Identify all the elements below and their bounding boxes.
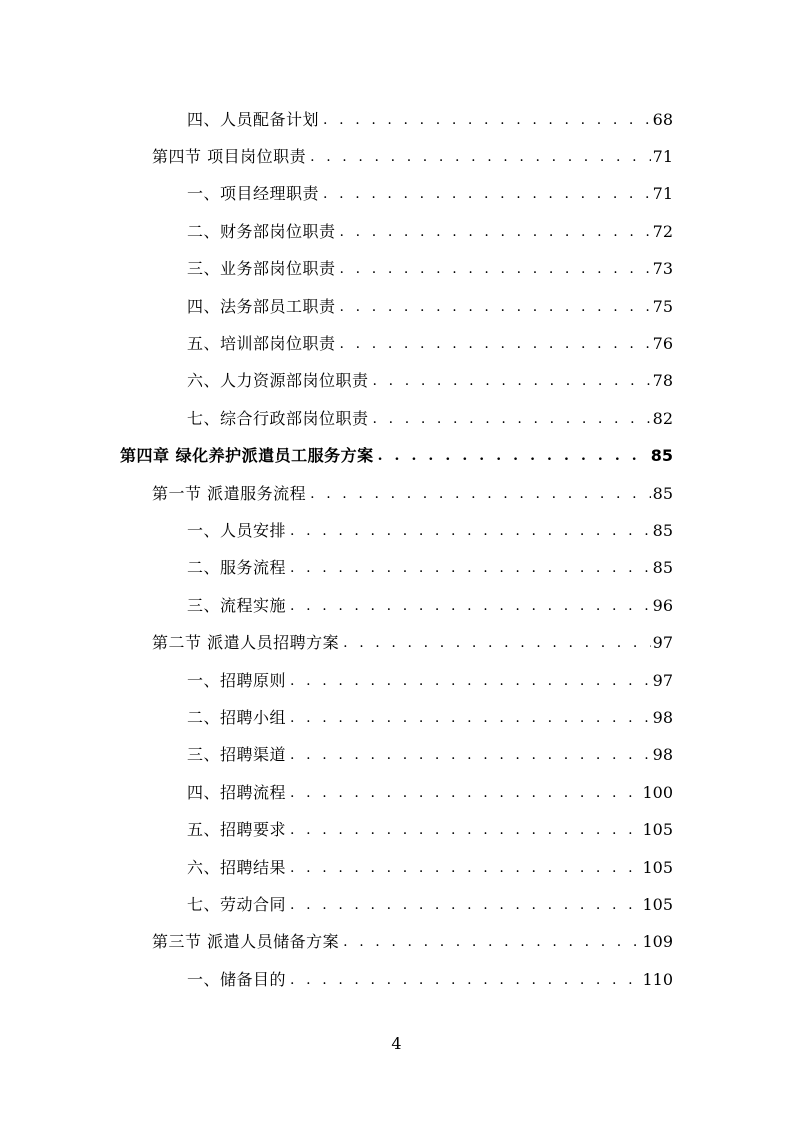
toc-entry-page-number: 85 [652, 558, 673, 578]
toc-entry-page-number: 78 [652, 371, 673, 391]
toc-entry-page-number: 82 [652, 408, 673, 428]
toc-item-row[interactable] [0, 101, 793, 138]
toc-section-row[interactable] [0, 475, 793, 512]
toc-entry-label: 第一节 派遣服务流程 [152, 483, 307, 503]
toc-item-row[interactable] [0, 699, 793, 736]
toc-entry-label: 五、招聘要求 [187, 820, 287, 840]
toc-section-row[interactable] [0, 624, 793, 661]
dot-leader [323, 113, 651, 127]
toc-entry-label: 第四章 绿化养护派遣员工服务方案 [120, 446, 374, 466]
toc-entry-label: 四、法务部员工职责 [187, 296, 336, 316]
dot-leader [343, 636, 651, 650]
toc-item-row[interactable] [0, 213, 793, 250]
toc-entry-page-number: 73 [652, 259, 673, 279]
toc-entry[interactable] [0, 109, 793, 129]
toc-entry-label: 二、财务部岗位职责 [187, 221, 336, 241]
toc-item-row[interactable] [0, 251, 793, 288]
toc-section-row[interactable] [0, 138, 793, 175]
toc-entry[interactable] [0, 969, 793, 989]
toc-entry-page-number: 71 [652, 184, 673, 204]
toc-chapter-row[interactable] [0, 438, 793, 475]
toc-entry-label: 第四节 项目岗位职责 [152, 147, 307, 167]
toc-entry-page-number: 75 [652, 296, 673, 316]
toc-entry[interactable] [0, 408, 793, 428]
dot-leader [290, 748, 651, 762]
toc-entry-page-number: 76 [652, 334, 673, 354]
dot-leader [340, 262, 651, 276]
toc-item-row[interactable] [0, 363, 793, 400]
toc-entry-page-number: 97 [652, 670, 673, 690]
toc-entry-label: 五、培训部岗位职责 [187, 334, 336, 354]
dot-leader [323, 187, 651, 201]
toc-item-row[interactable] [0, 961, 793, 998]
toc-item-row[interactable] [0, 587, 793, 624]
toc-entry[interactable] [0, 894, 793, 914]
dot-leader [290, 524, 651, 538]
dot-leader [343, 935, 640, 949]
toc-entry-page-number: 96 [652, 595, 673, 615]
toc-entry-label: 二、服务流程 [187, 558, 287, 578]
dot-leader [310, 487, 651, 501]
toc-entry[interactable] [0, 448, 793, 464]
toc-entry-label: 三、业务部岗位职责 [187, 259, 336, 279]
toc-entry[interactable] [0, 520, 793, 540]
toc-entry[interactable] [0, 595, 793, 615]
dot-leader [290, 898, 640, 912]
toc-entry-page-number: 98 [652, 745, 673, 765]
dot-leader [340, 337, 651, 351]
toc-entry[interactable] [0, 296, 793, 316]
table-of-contents [0, 101, 793, 998]
toc-entry-page-number: 85 [650, 446, 673, 466]
toc-entry-label: 第三节 派遣人员储备方案 [152, 932, 340, 952]
dot-leader [290, 674, 651, 688]
toc-entry[interactable] [0, 560, 793, 576]
toc-item-row[interactable] [0, 550, 793, 587]
toc-item-row[interactable] [0, 849, 793, 886]
toc-entry-label: 七、综合行政部岗位职责 [187, 408, 369, 428]
dot-leader [310, 150, 651, 164]
toc-entry[interactable] [0, 857, 793, 877]
toc-item-row[interactable] [0, 886, 793, 923]
toc-entry-label: 六、人力资源部岗位职责 [187, 371, 369, 391]
dot-leader [373, 412, 651, 426]
dot-leader [290, 599, 651, 613]
dot-leader [340, 300, 651, 314]
toc-entry-page-number: 105 [642, 894, 673, 914]
toc-entry-page-number: 85 [652, 520, 673, 540]
dot-leader [290, 786, 640, 800]
dot-leader [378, 449, 649, 463]
toc-entry[interactable] [0, 822, 793, 838]
toc-entry[interactable] [0, 635, 793, 651]
toc-entry-page-number: 105 [642, 820, 673, 840]
toc-item-row[interactable] [0, 288, 793, 325]
toc-entry-label: 三、流程实施 [187, 595, 287, 615]
toc-item-row[interactable] [0, 400, 793, 437]
toc-entry-label: 一、招聘原则 [187, 670, 287, 690]
toc-entry[interactable] [0, 149, 793, 165]
toc-entry[interactable] [0, 373, 793, 389]
toc-entry[interactable] [0, 747, 793, 763]
toc-entry-label: 四、招聘流程 [187, 782, 287, 802]
toc-item-row[interactable] [0, 774, 793, 811]
dot-leader [290, 973, 640, 987]
toc-entry-label: 二、招聘小组 [187, 707, 287, 727]
dot-leader [373, 374, 651, 388]
toc-entry-page-number: 105 [642, 857, 673, 877]
toc-entry[interactable] [0, 934, 793, 950]
toc-entry-page-number: 72 [652, 221, 673, 241]
toc-item-row[interactable] [0, 811, 793, 848]
toc-entry-page-number: 97 [652, 633, 673, 653]
toc-entry[interactable] [0, 707, 793, 727]
toc-entry[interactable] [0, 186, 793, 202]
toc-entry-page-number: 98 [652, 707, 673, 727]
dot-leader [290, 861, 640, 875]
toc-item-row[interactable] [0, 512, 793, 549]
toc-entry-page-number: 85 [652, 483, 673, 503]
toc-entry-label: 三、招聘渠道 [187, 745, 287, 765]
toc-entry[interactable] [0, 336, 793, 352]
toc-entry-page-number: 109 [642, 932, 673, 952]
toc-entry-label: 四、人员配备计划 [187, 109, 320, 129]
toc-entry-label: 一、项目经理职责 [187, 184, 320, 204]
toc-entry-label: 一、人员安排 [187, 520, 287, 540]
toc-entry[interactable] [0, 483, 793, 503]
toc-entry-label: 一、储备目的 [187, 969, 287, 989]
dot-leader [340, 225, 651, 239]
toc-section-row[interactable] [0, 924, 793, 961]
toc-entry[interactable] [0, 221, 793, 241]
toc-entry-page-number: 100 [642, 782, 673, 802]
toc-entry-label: 七、劳动合同 [187, 894, 287, 914]
page-number: 4 [391, 1034, 402, 1053]
toc-entry-label: 第二节 派遣人员招聘方案 [152, 633, 340, 653]
toc-item-row[interactable] [0, 176, 793, 213]
toc-item-row[interactable] [0, 662, 793, 699]
toc-item-row[interactable] [0, 325, 793, 362]
toc-entry[interactable] [0, 782, 793, 802]
toc-entry-page-number: 110 [642, 969, 673, 989]
dot-leader [290, 561, 651, 575]
dot-leader [290, 823, 640, 837]
dot-leader [290, 711, 651, 725]
toc-entry-page-number: 71 [652, 147, 673, 167]
toc-entry-page-number: 68 [652, 109, 673, 129]
toc-entry[interactable] [0, 670, 793, 690]
toc-entry-label: 六、招聘结果 [187, 857, 287, 877]
toc-entry[interactable] [0, 261, 793, 277]
toc-item-row[interactable] [0, 737, 793, 774]
